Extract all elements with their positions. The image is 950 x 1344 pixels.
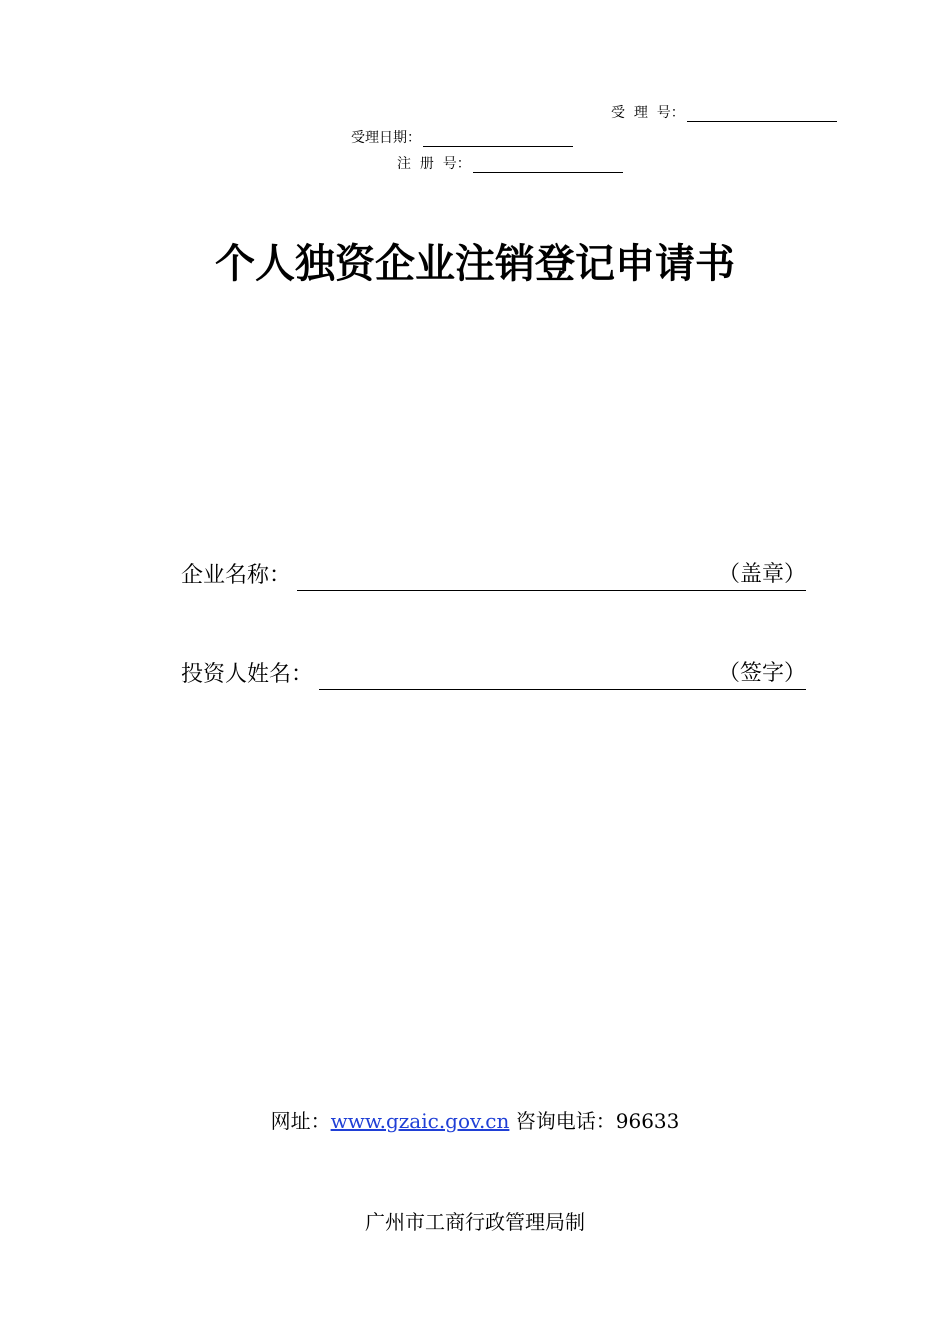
- acceptance-date-field[interactable]: [423, 132, 573, 147]
- acceptance-date-row: [351, 129, 573, 147]
- investor-name-row: [181, 659, 806, 690]
- acceptance-no-field[interactable]: [687, 107, 837, 122]
- registration-no-row: [397, 155, 623, 173]
- enterprise-name-field[interactable]: [297, 560, 806, 591]
- phone-label: 咨询电话：: [515, 1109, 616, 1133]
- acceptance-no-label: 受 理 号：: [611, 105, 685, 121]
- issuer: 广州市工商行政管理局制: [365, 1210, 585, 1234]
- acceptance-no-row: [611, 104, 837, 122]
- registration-no-label: 注 册 号：: [397, 156, 471, 172]
- phone-number: 96633: [615, 1109, 680, 1133]
- enterprise-name-label: 企业名称：: [181, 563, 292, 588]
- registration-no-field[interactable]: [473, 158, 623, 173]
- acceptance-date-label: 受理日期：: [351, 130, 421, 146]
- document-title: 个人独资企业注销登记申请书: [215, 241, 735, 287]
- signature-note: （签字）: [717, 661, 806, 686]
- enterprise-name-row: [181, 560, 806, 591]
- website-link[interactable]: www.gzaic.gov.cn: [330, 1109, 510, 1133]
- investor-name-label: 投资人姓名：: [181, 662, 314, 687]
- contact-info: [0, 1107, 950, 1135]
- website-label: 网址：: [270, 1109, 331, 1133]
- seal-note: （盖章）: [717, 562, 806, 587]
- investor-name-field[interactable]: [319, 659, 806, 690]
